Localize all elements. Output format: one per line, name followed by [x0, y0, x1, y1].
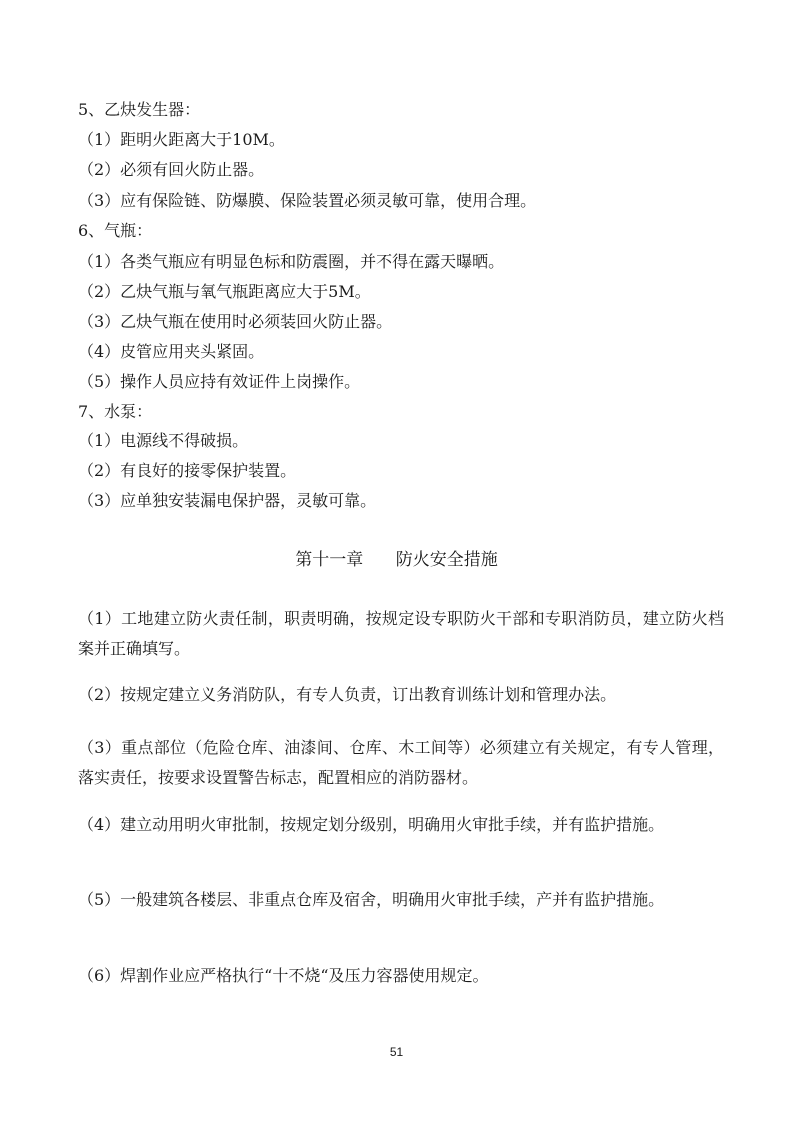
- list-item: （3）乙炔气瓶在使用时必须装回火防止器。: [78, 312, 393, 331]
- list-item: （3）应有保险链、防爆膜、保险装置必须灵敏可靠，使用合理。: [78, 191, 537, 210]
- list-item: （2）必须有回火防止器。: [78, 160, 265, 179]
- chapter-title: 防火安全措施: [395, 550, 498, 570]
- list-item: （2）有良好的接零保护装置。: [78, 461, 297, 480]
- paragraph: （2）按规定建立义务消防队，有专人负责，订出教育训练计划和管理办法。: [78, 685, 617, 704]
- section-heading-gas-cylinder: 6、气瓶：: [78, 221, 153, 240]
- paragraph: （1）工地建立防火责任制，职责明确，按规定设专职防火干部和专职消防员，建立防火档案并正确填写。: [78, 609, 724, 658]
- list-item: （1）各类气瓶应有明显色标和防震圈，并不得在露天曝晒。: [78, 252, 505, 271]
- list-item: （1）距明火距离大于10M。: [78, 130, 285, 149]
- paragraph: （6）焊割作业应严格执行“十不烧“及压力容器使用规定。: [78, 966, 489, 985]
- chapter-heading: [0, 549, 793, 571]
- list-item: （1）电源线不得破损。: [78, 431, 249, 450]
- list-item: （3）应单独安装漏电保护器，灵敏可靠。: [78, 491, 377, 510]
- page-number: 51: [389, 1045, 404, 1059]
- paragraph: （4）建立动用明火审批制，按规定划分级别，明确用火审批手续，并有监护措施。: [78, 815, 665, 834]
- section-heading-acetylene-generator: 5、乙炔发生器：: [78, 100, 201, 119]
- list-item: （4）皮管应用夹头紧固。: [78, 342, 265, 361]
- list-item: （5）操作人员应持有效证件上岗操作。: [78, 372, 361, 391]
- paragraph: （5）一般建筑各楼层、非重点仓库及宿舍，明确用火审批手续，产并有监护措施。: [78, 890, 665, 909]
- chapter-number: 第十一章: [295, 550, 364, 570]
- list-item: （2）乙炔气瓶与氧气瓶距离应大于5M。: [78, 282, 371, 301]
- paragraph: （3）重点部位（危险仓库、油漆间、仓库、木工间等）必须建立有关规定，有专人管理，落实责任，按要求设置警告标志，配置相应的消防器材。: [78, 738, 724, 787]
- section-heading-water-pump: 7、水泵：: [78, 402, 153, 421]
